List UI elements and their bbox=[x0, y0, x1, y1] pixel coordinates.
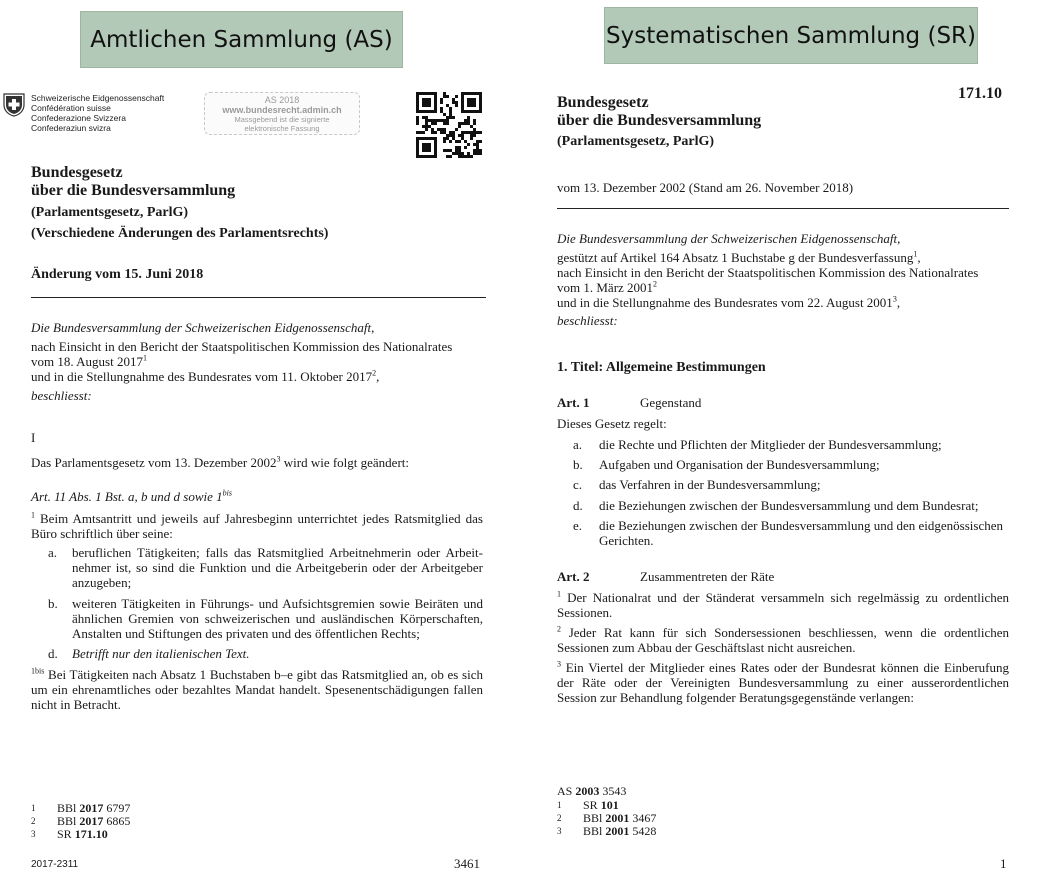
list-text: Aufgaben und Organisation der Bundesversammlung; bbox=[599, 457, 880, 472]
art1-intro: Dieses Gesetz regelt: bbox=[557, 416, 667, 431]
right-beschliesst: beschliesst: bbox=[557, 313, 618, 328]
art1-item-c bbox=[573, 477, 1009, 492]
article-title: Zusammentreten der Räte bbox=[640, 569, 775, 584]
left-amendment-date: Änderung vom 15. Juni 2018 bbox=[31, 267, 204, 282]
logo-line: Confederazione Svizzera bbox=[31, 113, 126, 123]
right-title-line2: über die Bundesversammlung bbox=[557, 112, 762, 129]
paragraph-number: 3 bbox=[557, 659, 561, 669]
list-letter: c. bbox=[573, 477, 583, 492]
list-text: das Verfahren in der Bundesversammlung; bbox=[599, 477, 821, 492]
paragraph-number: 2 bbox=[557, 624, 561, 634]
right-title-line1: Bundesgesetz bbox=[557, 94, 649, 111]
list-text: weiteren Tätigkeiten in Führungs- und Aufsichtsgremien sowie Beiräten und ähnlichen Gremien von schweizerischen und ausländischen Körperschaften, Anstalten und Stiftungen des privaten und des öffentlichen Rechts; bbox=[72, 596, 483, 641]
left-article-heading bbox=[31, 489, 232, 504]
footnote-text: 6797 bbox=[103, 801, 131, 815]
art2-heading bbox=[557, 569, 774, 584]
paragraph-text: Ein Viertel der Mitglieder eines Rates oder der Bundesrat können die Einberufung der Räte oder der Vereinigten Bundesversammlung zu einer ausserordentlichen Session zur Behandlung folgender Beratungsgegenstände verlangen: bbox=[557, 660, 1009, 705]
preamble-line: und in die Stellungnahme des Bundesrates vom 11. Oktober 2017 bbox=[31, 369, 373, 384]
logo-line: Confederaziun svizra bbox=[31, 123, 111, 133]
punctuation: , bbox=[917, 250, 921, 265]
list-letter: b. bbox=[48, 596, 58, 611]
footnote-bold: 2017 bbox=[79, 814, 104, 828]
footnote-text: 5428 bbox=[629, 824, 657, 838]
preamble-line: gestützt auf Artikel 164 Absatz 1 Buchstabe g der Bundesverfassung bbox=[557, 250, 914, 265]
list-letter: d. bbox=[48, 646, 58, 661]
left-paragraph-1bis bbox=[31, 667, 483, 712]
left-roman-numeral: I bbox=[31, 430, 36, 445]
left-divider bbox=[31, 297, 486, 298]
list-text: Betrifft nur den italienischen Text. bbox=[72, 646, 250, 661]
left-subtitle-2: (Verschiedene Änderungen des Parlamentsrechts) bbox=[31, 226, 329, 241]
as-ref-text: AS bbox=[557, 784, 576, 798]
list-letter: a. bbox=[573, 437, 583, 452]
right-preamble bbox=[557, 250, 1009, 310]
footnote-number: 3 bbox=[31, 829, 36, 839]
article-heading-sup: bis bbox=[222, 488, 232, 498]
footnote-text: SR bbox=[57, 827, 75, 841]
art1-heading bbox=[557, 395, 701, 410]
paragraph-text: Jeder Rat kann für sich Sondersessionen beschliessen, wenn die ordentlichen Sessionen zum Abbau der Geschäftslast nicht ausreichen. bbox=[557, 625, 1009, 655]
left-title-line1: Bundesgesetz bbox=[31, 164, 123, 181]
art2-paragraph-3 bbox=[557, 660, 1009, 705]
right-as-reference bbox=[557, 785, 626, 798]
list-text: beruflichen Tätigkeiten; falls das Ratsmitglied Arbeitnehmerin oder Arbeit-nehmer ist, so sind die Funktion und die Arbeitgeberin oder der Arbeitgeber anzugeben; bbox=[72, 545, 483, 590]
left-subtitle-1: (Parlamentsgesetz, ParlG) bbox=[31, 205, 189, 220]
right-page-number: 1 bbox=[1000, 856, 1007, 871]
article-heading-text: Art. 11 Abs. 1 Bst. a, b und d sowie 1 bbox=[31, 489, 223, 504]
preamble-line: nach Einsicht in den Bericht der Staatspolitischen Kommission des Nationalrates bbox=[557, 265, 979, 280]
footnote-text: 6865 bbox=[103, 814, 131, 828]
art2-paragraph-2 bbox=[557, 625, 1009, 655]
preamble-line: vom 18. August 2017 bbox=[31, 354, 143, 369]
right-subtitle: (Parlamentsgesetz, ParlG) bbox=[557, 134, 715, 149]
footnote-number: 2 bbox=[31, 816, 36, 826]
right-divider bbox=[557, 208, 1009, 209]
left-paragraph-1 bbox=[31, 511, 483, 541]
right-date-line: vom 13. Dezember 2002 (Stand am 26. November 2018) bbox=[557, 180, 854, 195]
as-stamp bbox=[204, 92, 360, 135]
right-section-title: 1. Titel: Allgemeine Bestimmungen bbox=[557, 360, 766, 375]
footnote-ref[interactable]: 1 bbox=[142, 353, 147, 363]
stamp-line: Massgebend ist die signierte bbox=[234, 115, 330, 124]
paragraph-number: 1 bbox=[557, 589, 561, 599]
footnote-bold: 101 bbox=[600, 798, 619, 812]
art1-item-e bbox=[573, 518, 1009, 548]
footnote-bold: 171.10 bbox=[74, 827, 108, 841]
preamble-line: vom 1. März 2001 bbox=[557, 280, 654, 295]
article-title: Gegenstand bbox=[640, 395, 702, 410]
art2-paragraph-1 bbox=[557, 590, 1009, 620]
footnote-number: 1 bbox=[557, 800, 562, 810]
left-list-item-a bbox=[48, 545, 483, 590]
right-section-tag: Systematischen Sammlung (SR) bbox=[604, 7, 978, 64]
as-ref-text: 3543 bbox=[599, 784, 627, 798]
preamble-line: und in die Stellungnahme des Bundesrates vom 22. August 2001 bbox=[557, 295, 893, 310]
stamp-line: elektronische Fassung bbox=[244, 124, 320, 133]
footnote-ref[interactable]: 2 bbox=[653, 279, 658, 289]
stamp-line: AS 2018 bbox=[264, 95, 300, 105]
left-intro bbox=[31, 455, 409, 470]
list-text: die Rechte und Pflichten der Mitglieder der Bundesversammlung; bbox=[599, 437, 942, 452]
stamp-line: www.bundesrecht.admin.ch bbox=[222, 105, 342, 115]
left-section-tag: Amtlichen Sammlung (AS) bbox=[80, 11, 403, 68]
paragraph-text: Beim Amtsantritt und jeweils auf Jahresbeginn unterrichtet jedes Ratsmitglied das Büro schriftlich über seine: bbox=[31, 511, 483, 541]
footnote-bold: 2001 bbox=[605, 824, 630, 838]
footnote-text: BBl bbox=[57, 801, 80, 815]
sr-number: 171.10 bbox=[958, 85, 1002, 102]
footnote bbox=[31, 828, 130, 841]
paragraph-number: 1 bbox=[31, 510, 35, 520]
punctuation: , bbox=[896, 295, 901, 310]
footnote-number: 1 bbox=[31, 803, 36, 813]
left-beschliesst: beschliesst: bbox=[31, 388, 92, 403]
left-footnotes bbox=[31, 802, 130, 841]
left-list-item-d bbox=[48, 646, 483, 661]
footnote bbox=[557, 825, 656, 838]
footnote-text: BBl bbox=[583, 824, 606, 838]
list-text: die Beziehungen zwischen der Bundesversammlung und dem Bundesrat; bbox=[599, 498, 979, 513]
footnote-bold: 2017 bbox=[79, 801, 104, 815]
footnote-number: 3 bbox=[557, 826, 562, 836]
left-page-number: 3461 bbox=[454, 856, 480, 871]
footnote-text: BBl bbox=[57, 814, 80, 828]
paragraph-number: 1bis bbox=[31, 666, 45, 676]
footnote-ref[interactable]: 1 bbox=[913, 249, 918, 259]
logo-line: Schweizerische Eidgenossenschaft bbox=[31, 93, 165, 103]
preamble-line: nach Einsicht in den Bericht der Staatspolitischen Kommission des Nationalrates bbox=[31, 339, 453, 354]
list-letter: a. bbox=[48, 545, 58, 560]
art1-item-d bbox=[573, 498, 1009, 513]
left-preamble-italic: Die Bundesversammlung der Schweizerischen Eidgenossenschaft, bbox=[31, 320, 375, 335]
as-ref-bold: 2003 bbox=[575, 784, 600, 798]
punctuation: , bbox=[376, 369, 380, 384]
logo-line: Confédération suisse bbox=[31, 103, 111, 113]
left-title-line2: über die Bundesversammlung bbox=[31, 182, 236, 199]
paragraph-text: Der Nationalrat und der Ständerat versammeln sich regelmässig zu ordentlichen Sessionen. bbox=[557, 590, 1009, 620]
list-letter: b. bbox=[573, 457, 583, 472]
footnote-ref[interactable]: 3 bbox=[892, 294, 897, 304]
intro-text-end: wird wie folgt geändert: bbox=[280, 455, 409, 470]
footnote-ref[interactable]: 2 bbox=[372, 368, 377, 378]
list-letter: e. bbox=[573, 518, 583, 533]
right-footnotes bbox=[557, 799, 656, 838]
footnote-ref[interactable]: 3 bbox=[276, 454, 281, 464]
left-list-item-b bbox=[48, 596, 483, 641]
footnote-number: 2 bbox=[557, 813, 562, 823]
footnote-text: SR bbox=[583, 798, 601, 812]
footnote-text: BBl bbox=[583, 811, 606, 825]
article-label: Art. 1 bbox=[557, 395, 590, 410]
qr-code-icon bbox=[416, 92, 482, 158]
article-label: Art. 2 bbox=[557, 569, 590, 584]
art1-item-a bbox=[573, 437, 1009, 452]
footnote-text: 3467 bbox=[629, 811, 657, 825]
swiss-federation-logo-text bbox=[31, 93, 164, 133]
right-preamble-italic: Die Bundesversammlung der Schweizerischen Eidgenossenschaft, bbox=[557, 231, 901, 246]
footnote-bold: 2001 bbox=[605, 811, 630, 825]
art1-item-b bbox=[573, 457, 1009, 472]
paragraph-text: Bei Tätigkeiten nach Absatz 1 Buchstaben b–e gibt das Ratsmitglied an, ob es sich um ein ehrenamtliches oder bezahltes Mandat handelt. Spesenentschädigungen fallen nicht in Betracht. bbox=[31, 667, 483, 712]
list-text: die Beziehungen zwischen der Bundesversammlung und den eidgenössischen Gerichten. bbox=[599, 518, 1003, 548]
list-letter: d. bbox=[573, 498, 583, 513]
swiss-coat-of-arms-icon bbox=[3, 93, 25, 117]
left-preamble bbox=[31, 339, 486, 384]
intro-text: Das Parlamentsgesetz vom 13. Dezember 2002 bbox=[31, 455, 277, 470]
left-doc-number: 2017-2311 bbox=[31, 859, 79, 870]
